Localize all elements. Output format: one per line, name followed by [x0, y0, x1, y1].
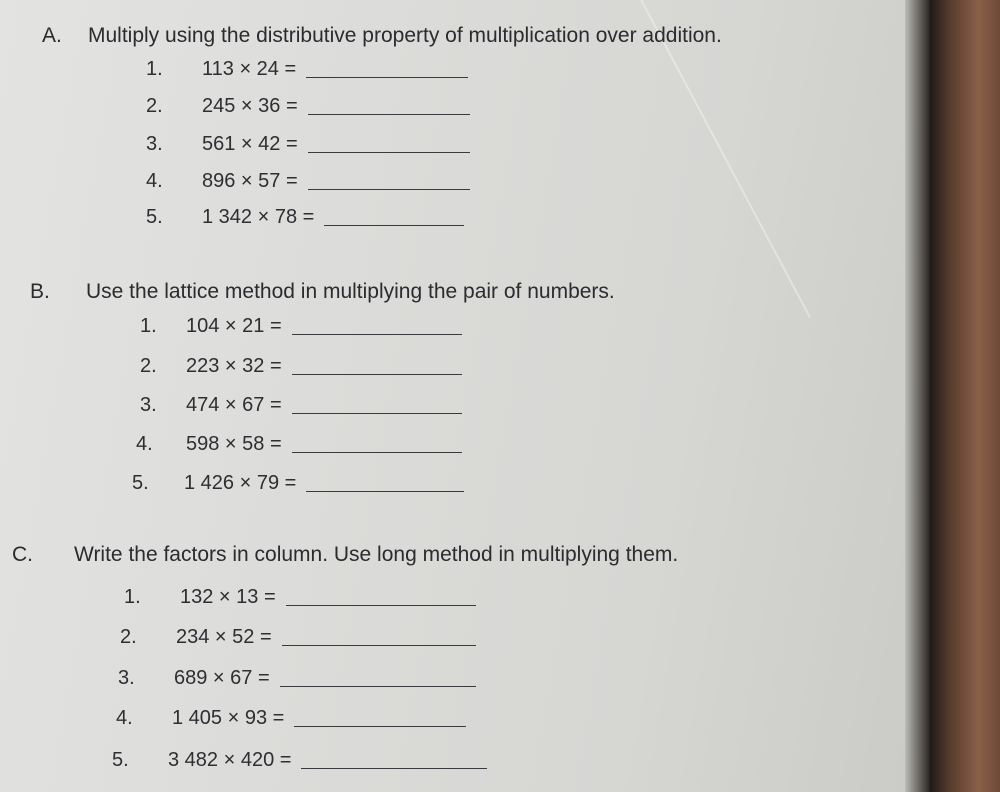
section-b-item-2 [140, 355, 462, 378]
section-b-item-1 [140, 315, 462, 338]
item-number: 1. [124, 586, 141, 608]
item-number: 5. [132, 472, 149, 494]
item-expression: 132 × 13 = [180, 586, 276, 608]
answer-blank[interactable] [324, 224, 464, 226]
section-a-item-4 [146, 170, 470, 193]
item-number: 1. [146, 58, 163, 80]
item-number: 4. [116, 707, 133, 729]
item-expression: 1 342 × 78 = [202, 206, 315, 228]
section-a-instruction: Multiply using the distributive property of multiplication over addition. [88, 24, 722, 47]
item-expression: 113 × 24 = [202, 58, 297, 80]
item-expression: 223 × 32 = [186, 355, 282, 377]
answer-blank[interactable] [294, 725, 466, 727]
answer-blank[interactable] [286, 604, 476, 606]
item-expression: 245 × 36 = [202, 95, 298, 117]
item-number: 5. [112, 749, 129, 771]
item-expression: 598 × 58 = [186, 433, 282, 455]
answer-blank[interactable] [292, 412, 462, 414]
page-binding-shadow [905, 0, 930, 792]
table-edge [930, 0, 1000, 792]
item-expression: 689 × 67 = [174, 667, 270, 689]
item-expression: 474 × 67 = [186, 394, 282, 416]
item-expression: 234 × 52 = [176, 626, 272, 648]
answer-blank[interactable] [280, 685, 476, 687]
section-b-item-4 [136, 433, 462, 456]
section-c-title [12, 543, 678, 567]
answer-blank[interactable] [306, 490, 464, 492]
item-number: 3. [146, 133, 163, 155]
answer-blank[interactable] [292, 333, 462, 335]
section-c-item-2 [120, 626, 476, 649]
item-expression: 1 426 × 79 = [184, 472, 297, 494]
item-number: 2. [140, 355, 157, 377]
item-expression: 896 × 57 = [202, 170, 298, 192]
answer-blank[interactable] [308, 188, 470, 190]
section-b-title [30, 280, 615, 304]
item-expression: 1 405 × 93 = [172, 707, 285, 729]
answer-blank[interactable] [292, 373, 462, 375]
item-number: 4. [136, 433, 153, 455]
item-expression: 3 482 × 420 = [168, 749, 292, 771]
section-b-letter: B. [30, 280, 50, 303]
section-c-item-1 [124, 586, 476, 609]
section-c-instruction: Write the factors in column. Use long method in multiplying them. [74, 543, 679, 566]
item-number: 3. [140, 394, 157, 416]
item-number: 2. [120, 626, 137, 648]
item-number: 3. [118, 667, 135, 689]
answer-blank[interactable] [306, 76, 468, 78]
item-number: 1. [140, 315, 157, 337]
section-c-letter: C. [12, 543, 33, 566]
item-number: 2. [146, 95, 163, 117]
answer-blank[interactable] [282, 644, 476, 646]
section-b-item-3 [140, 394, 462, 417]
section-a-item-2 [146, 95, 470, 118]
section-a-title [42, 24, 722, 48]
item-number: 5. [146, 206, 163, 228]
section-a-item-1 [146, 58, 468, 81]
section-c-item-3 [118, 667, 476, 690]
item-expression: 104 × 21 = [186, 315, 282, 337]
answer-blank[interactable] [301, 767, 487, 769]
section-b-item-5 [132, 472, 464, 495]
section-a-item-5 [146, 206, 464, 229]
section-b-instruction: Use the lattice method in multiplying the pair of numbers. [86, 280, 615, 303]
answer-blank[interactable] [292, 451, 462, 453]
item-expression: 561 × 42 = [202, 133, 298, 155]
section-a-letter: A. [42, 24, 62, 47]
section-a-item-3 [146, 133, 470, 156]
item-number: 4. [146, 170, 163, 192]
answer-blank[interactable] [308, 113, 470, 115]
section-c-item-5 [112, 749, 487, 772]
answer-blank[interactable] [308, 151, 470, 153]
section-c-item-4 [116, 707, 466, 730]
